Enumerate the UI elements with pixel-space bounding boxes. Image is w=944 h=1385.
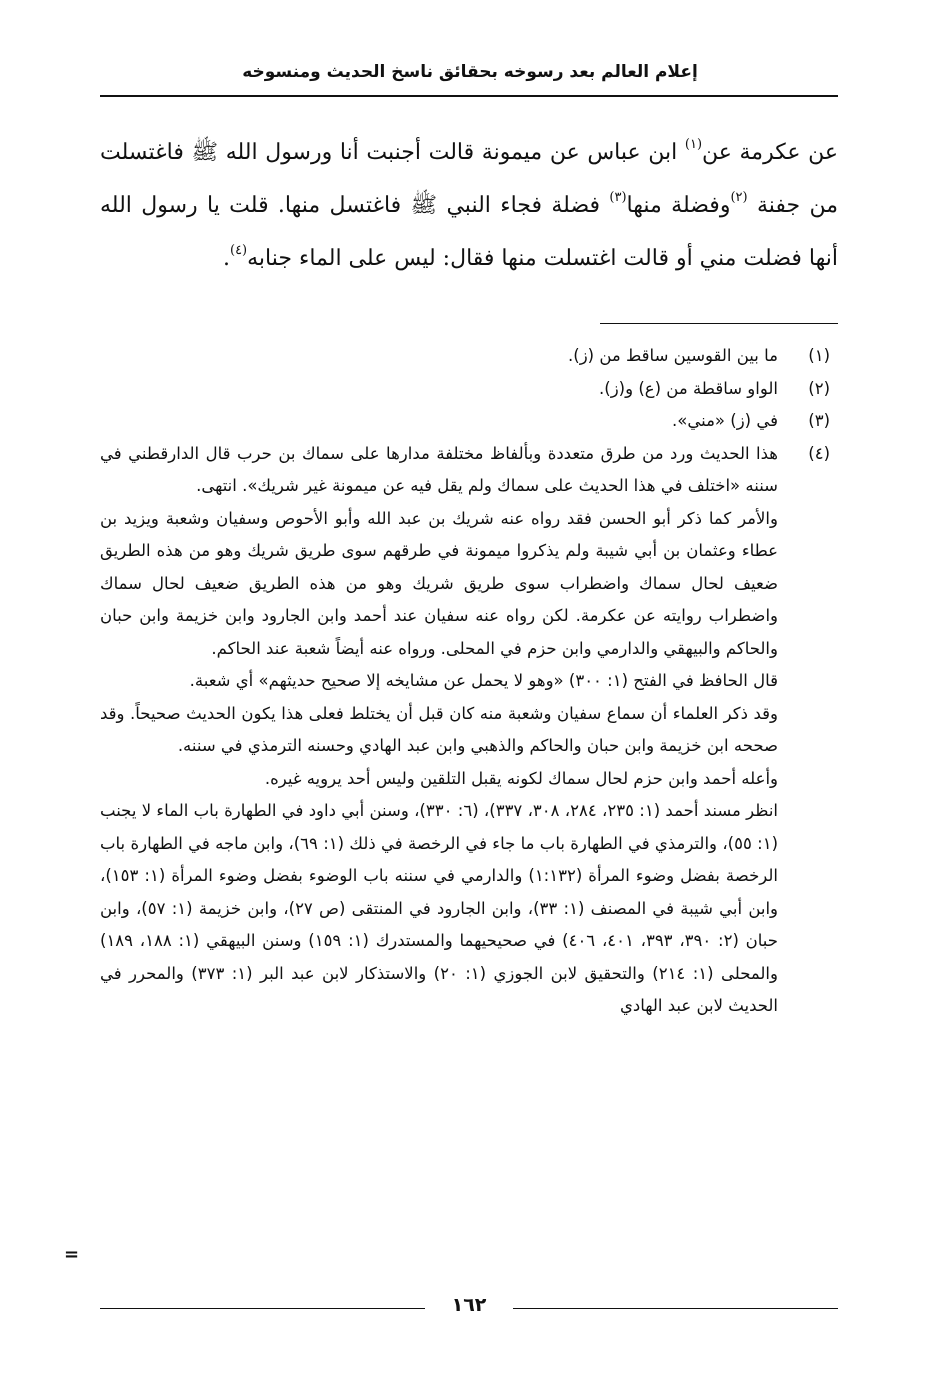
main-text-segment: عن عكرمة عن bbox=[702, 140, 838, 165]
footnote-paragraph: انظر مسند أحمد (١: ٢٣٥، ٢٨٤، ٣٠٨، ٣٣٧)، (٦: ٣٣٠)، وسنن أبي داود في الطهارة باب الماء لا يجنب (١: ٥٥)، والترمذي في الطهارة باب ما جاء في الرخصة في ذلك (١: ٦٩)، وابن ماجه في الطهارة باب الرخصة بفضل وضوء المرأة (١:١٣٢) والدارمي في سننه باب الوضوء بفضل وضوء المرأة (١: ١٥٣)، وابن أبي شيبة في المصنف (١: ٣٣)، وابن الجارود في المنتقى (ص ٢٧)، وابن خزيمة (١: ٥٧)، وابن حبان (٢: ٣٩٠، ٣٩٣، ٤٠١، ٤٠٦) في صحيحيهما والمستدرك (١: ١٥٩) وسنن البيهقي (١: ١٨٨، ١٨٩) والمحلى (١: ٢١٤) والتحقيق لابن الجوزي (١: ٢٠) والاستذكار لابن عبد البر (١: ٣٧٣) والمحرر في الحديث لابن عبد الهادي bbox=[100, 801, 779, 1015]
footnote-paragraph: وقد ذكر العلماء أن سماع سفيان وشعبة منه كان قبل أن يختلط فعلى هذا يكون الحديث صحيحاً. وقد صححه ابن خزيمة وابن حبان والحاكم والذهبي وابن عبد الهادي وحسنه الترمذي في سننه. bbox=[100, 703, 778, 755]
footnote-item bbox=[100, 340, 838, 373]
footnote-ref-1: (١) bbox=[684, 137, 703, 152]
footnote-item bbox=[100, 438, 838, 1023]
footnote-body bbox=[100, 405, 778, 438]
footnote-paragraph: الواو ساقطة من (ع) و(ز). bbox=[599, 378, 778, 398]
footnote-paragraph: وأعله أحمد وابن حزم لحال سماك لكونه يقبل التلقين وليس أحد يرويه غيره. bbox=[264, 768, 778, 788]
footnote-number: (٤) bbox=[808, 443, 830, 463]
footnote-paragraph: والأمر كما ذكر أبو الحسن فقد رواه عنه شريك بن عبد الله وأبو الأحوص وسفيان وشعبة ويزيد بن عطاء وعثمان بن أبي شيبة ولم يذكروا ميمونة في طرقهم سوى طريق شريك وهو من هذه الطريق ضعيف لحال سماك واضطراب سوى طريق شريك وهو من هذه الطريق ضعيف لحال سماك واضطراب روايته عن عكرمة. لكن رواه عنه سفيان عند أحمد وابن الجارود وابن خزيمة وابن حبان والحاكم والبيهقي والدارمي وابن حزم في المحلى. ورواه عنه أيضاً شعبة عند الحاكم. bbox=[100, 508, 778, 658]
continuation-mark: = bbox=[64, 1244, 80, 1265]
footnote-ref-4: (٤) bbox=[229, 243, 248, 258]
main-paragraph bbox=[100, 128, 838, 287]
footnote-body bbox=[100, 438, 778, 1023]
footnote-separator bbox=[600, 323, 838, 324]
footnote-body bbox=[100, 340, 778, 373]
footnote-number: (٣) bbox=[808, 411, 830, 430]
footnote-item bbox=[100, 405, 838, 438]
footnote-paragraph: في (ز) «مني». bbox=[672, 411, 778, 430]
footnote-body bbox=[100, 373, 778, 406]
footnote-ref-2: (٢) bbox=[730, 190, 748, 205]
main-text-segment: فضلة فجاء النبي ﷺ فاغتسل منها. قلت يا رسول الله أنها فضلت مني أو قالت اغتسلت منها فقال: ليس على الماء جنابه bbox=[100, 193, 838, 271]
footer-rule-left bbox=[100, 1308, 425, 1309]
main-text-segment: . bbox=[222, 246, 230, 271]
running-header-title: إعلام العالم بعد رسوخه بحقائق ناسخ الحديث ومنسوخه bbox=[242, 62, 698, 82]
footnote-paragraph: ما بين القوسين ساقط من (ز). bbox=[568, 346, 778, 365]
footnote-number: (١) bbox=[808, 346, 830, 365]
main-text-segment: ابن عباس عن ميمونة قالت أجنبت أنا ورسول الله ﷺ فاغتسلت من جفنة bbox=[100, 140, 838, 218]
footer-rule-right bbox=[513, 1308, 838, 1309]
header-rule bbox=[100, 95, 838, 97]
main-text-segment: وفضلة منها bbox=[626, 193, 731, 218]
footnote-paragraph: قال الحافظ في الفتح (١: ٣٠٠) «وهو لا يحمل عن مشايخه إلا صحيح حديثهم» أي شعبة. bbox=[189, 671, 778, 690]
main-body-text bbox=[100, 128, 838, 287]
page-footer bbox=[100, 1294, 838, 1324]
footnote-ref-3: (٣) bbox=[609, 190, 627, 205]
footnotes bbox=[100, 340, 838, 1023]
footnote-item bbox=[100, 373, 838, 406]
footnote-paragraph: هذا الحديث ورد من طرق متعددة وبألفاظ مختلفة مدارها على سماك بن حرب قال الدارقطني في سننه «اختلف في هذا الحديث على سماك ولم يقل فيه عن ميمونة غير شريك». انتهى. bbox=[100, 443, 778, 495]
page-number: ١٦٢ bbox=[451, 1294, 487, 1316]
footnote-number: (٢) bbox=[808, 378, 830, 398]
